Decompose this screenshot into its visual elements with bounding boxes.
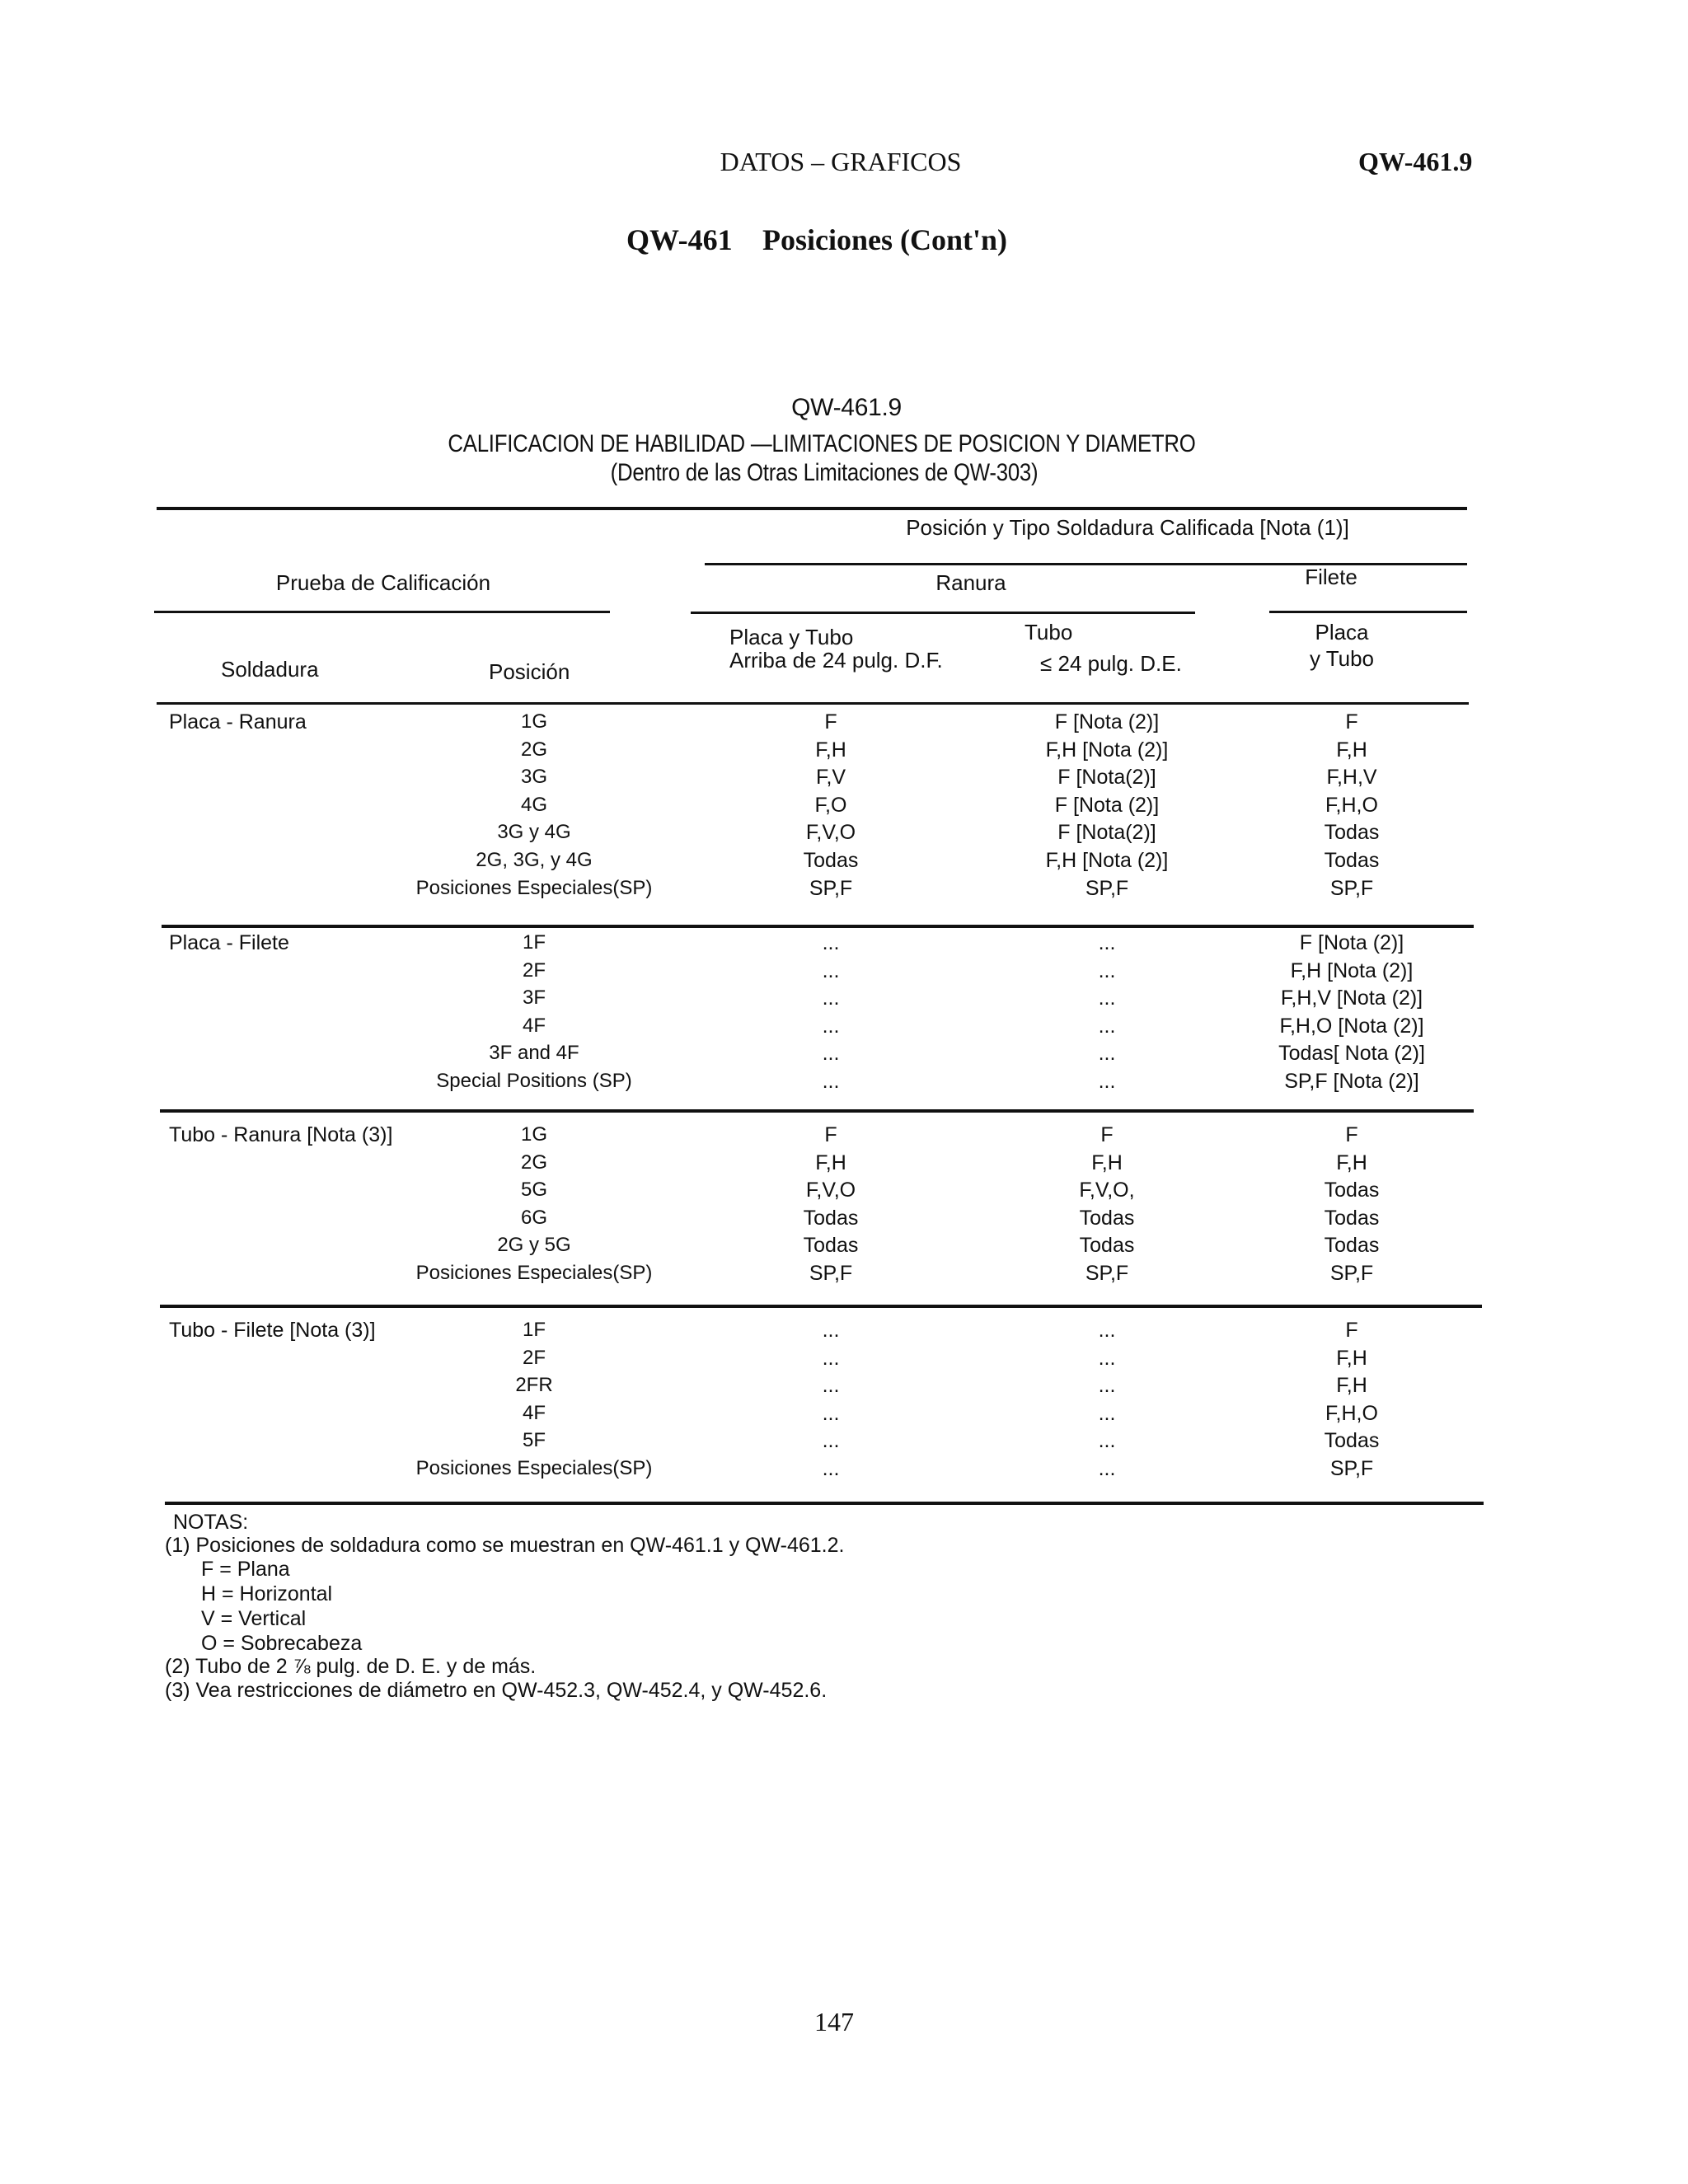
- cell-plate-pipe: ...: [822, 1319, 840, 1342]
- cell-plate-pipe: ...: [822, 1457, 840, 1480]
- cell-pipe: ...: [1098, 1014, 1116, 1038]
- group-label: Tubo - Filete [Nota (3)]: [169, 1319, 376, 1342]
- cell-fillet: Todas: [1324, 1206, 1380, 1230]
- group-label: Placa - Filete: [169, 931, 289, 954]
- cell-plate-pipe: ...: [822, 1374, 840, 1398]
- cell-pipe: ...: [1098, 1374, 1116, 1398]
- section-code: QW-461: [626, 223, 733, 256]
- plate-pipe-header-1: Placa y Tubo: [729, 625, 854, 649]
- group-label: Placa - Ranura: [169, 710, 307, 733]
- note-legend-v: V = Vertical: [201, 1607, 307, 1630]
- note-2: (2) Tubo de 2 ⅞ pulg. de D. E. y de más.: [165, 1655, 537, 1678]
- table-code: QW-461.9: [791, 394, 902, 421]
- cell-fillet: F,H [Nota (2)]: [1290, 958, 1414, 982]
- cell-plate-pipe: F,O: [814, 793, 847, 817]
- group-rule-2: [162, 925, 1474, 928]
- fillet-pp-header-2: y Tubo: [1309, 646, 1375, 671]
- row-position: 5F: [522, 1429, 546, 1452]
- row-position: 2F: [522, 1346, 546, 1369]
- cell-fillet: Todas: [1324, 821, 1380, 845]
- cell-fillet: Todas: [1324, 1179, 1380, 1202]
- cell-pipe: F,H [Nota (2)]: [1045, 849, 1169, 872]
- group-rule-3: [160, 1109, 1474, 1113]
- row-position: 3G: [520, 766, 548, 789]
- cell-plate-pipe: ...: [822, 1346, 840, 1370]
- cell-fillet: Todas: [1324, 1429, 1380, 1453]
- cell-fillet: F,H: [1336, 1346, 1367, 1370]
- cell-plate-pipe: ...: [822, 987, 840, 1010]
- row-position: 2G: [520, 738, 548, 761]
- row-position: 4F: [522, 1014, 546, 1037]
- cell-pipe: ...: [1098, 958, 1116, 982]
- row-position: 1F: [522, 931, 546, 954]
- cell-fillet: F: [1345, 1123, 1358, 1146]
- cell-pipe: Todas: [1079, 1234, 1135, 1258]
- cell-plate-pipe: F,V,O: [805, 1179, 856, 1202]
- cell-plate-pipe: F,V: [815, 766, 846, 790]
- page-number: 147: [814, 2007, 854, 2036]
- cell-fillet: F: [1345, 1319, 1358, 1342]
- fillet-header: Filete: [1305, 565, 1357, 589]
- note-legend-o: O = Sobrecabeza: [201, 1632, 363, 1655]
- row-position: 3G y 4G: [497, 821, 571, 844]
- cell-fillet: Todas[ Nota (2)]: [1278, 1042, 1425, 1066]
- cell-plate-pipe: ...: [822, 1014, 840, 1038]
- group-label: Tubo - Ranura [Nota (3)]: [169, 1123, 393, 1146]
- cell-plate-pipe: ...: [822, 1042, 840, 1066]
- row-position: Posiciones Especiales(SP): [415, 876, 653, 899]
- cell-pipe: F [Nota (2)]: [1054, 793, 1160, 817]
- cell-pipe: F,V,O,: [1079, 1179, 1135, 1202]
- cell-plate-pipe: ...: [822, 958, 840, 982]
- cell-fillet: F,H: [1336, 738, 1367, 762]
- header-bottom-rule: [157, 702, 1469, 705]
- note-legend-h: H = Horizontal: [201, 1582, 333, 1605]
- row-position: Posiciones Especiales(SP): [415, 1457, 653, 1479]
- running-header-title: DATOS – GRAFICOS: [720, 147, 962, 176]
- cell-plate-pipe: F,H: [815, 1151, 846, 1174]
- row-position: 3F: [522, 987, 546, 1010]
- cell-plate-pipe: ...: [822, 1070, 840, 1093]
- cell-fillet: F,H: [1336, 1151, 1367, 1174]
- row-position: 2FR: [515, 1374, 553, 1397]
- row-position: 3F and 4F: [489, 1042, 579, 1065]
- row-position: 4G: [520, 793, 548, 816]
- table-subtitle: (Dentro de las Otras Limitaciones de QW-303): [610, 459, 1039, 486]
- row-position: 2F: [522, 958, 546, 982]
- cell-fillet: F,H,O: [1325, 793, 1378, 817]
- table-top-rule: [157, 507, 1467, 510]
- note-3: (3) Vea restricciones de diámetro en QW-452.3, QW-452.4, y QW-452.6.: [165, 1679, 828, 1702]
- table-title: CALIFICACION DE HABILIDAD —LIMITACIONES DE POSICION Y DIAMETRO: [448, 430, 1196, 457]
- cell-pipe: ...: [1098, 1070, 1116, 1093]
- qualified-header: Posición y Tipo Soldadura Calificada [Nota (1)]: [906, 515, 1349, 540]
- table-bottom-rule: [165, 1502, 1484, 1505]
- cell-fillet: F,H,O [Nota (2)]: [1279, 1014, 1424, 1038]
- cell-pipe: F: [1100, 1123, 1114, 1146]
- cell-plate-pipe: ...: [822, 1429, 840, 1453]
- cell-pipe: F,H [Nota (2)]: [1045, 738, 1169, 762]
- notes-title: NOTAS:: [173, 1511, 249, 1534]
- section-title: Posiciones (Cont'n): [762, 223, 1007, 256]
- cell-pipe: F [Nota(2)]: [1057, 766, 1156, 790]
- cell-fillet: SP,F: [1329, 1262, 1374, 1285]
- cell-fillet: F: [1345, 710, 1358, 733]
- row-position: 6G: [520, 1206, 548, 1229]
- plate-pipe-header-2: Arriba de 24 pulg. D.F.: [729, 648, 943, 673]
- cell-plate-pipe: F,V,O: [805, 821, 856, 845]
- test-rule: [154, 611, 610, 613]
- cell-pipe: ...: [1098, 931, 1116, 954]
- cell-plate-pipe: Todas: [803, 1206, 859, 1230]
- pipe-header-1: Tubo: [1025, 620, 1073, 644]
- groove-rule: [691, 612, 1195, 614]
- cell-pipe: Todas: [1079, 1206, 1135, 1230]
- cell-pipe: ...: [1098, 1319, 1116, 1342]
- cell-plate-pipe: Todas: [803, 849, 859, 872]
- cell-pipe: SP,F: [1085, 876, 1129, 900]
- cell-fillet: Todas: [1324, 1234, 1380, 1258]
- cell-fillet: F [Nota (2)]: [1299, 931, 1404, 954]
- cell-plate-pipe: F,H: [815, 738, 846, 762]
- cell-pipe: ...: [1098, 987, 1116, 1010]
- cell-pipe: SP,F: [1085, 1262, 1129, 1285]
- fillet-pp-header-1: Placa: [1315, 620, 1369, 644]
- cell-pipe: F [Nota (2)]: [1054, 710, 1160, 733]
- group-rule-4: [160, 1305, 1482, 1308]
- cell-pipe: ...: [1098, 1346, 1116, 1370]
- cell-fillet: F,H,V [Nota (2)]: [1280, 987, 1423, 1010]
- row-position: 1F: [522, 1319, 546, 1341]
- cell-plate-pipe: SP,F: [809, 876, 853, 900]
- cell-fillet: SP,F [Nota (2)]: [1284, 1070, 1419, 1093]
- cell-pipe: ...: [1098, 1401, 1116, 1425]
- note-1: (1) Posiciones de soldadura como se muestran en QW-461.1 y QW-461.2.: [165, 1534, 845, 1557]
- cell-plate-pipe: ...: [822, 1401, 840, 1425]
- row-position: 1G: [520, 1123, 548, 1146]
- cell-pipe: F,H: [1091, 1151, 1123, 1174]
- running-header-code: QW-461.9: [1358, 147, 1473, 176]
- cell-plate-pipe: ...: [822, 931, 840, 954]
- cell-fillet: F,H: [1336, 1374, 1367, 1398]
- cell-fillet: SP,F: [1329, 1457, 1374, 1480]
- cell-plate-pipe: F: [824, 1123, 837, 1146]
- row-position: 2G y 5G: [497, 1234, 571, 1257]
- position-header: Posición: [489, 659, 570, 684]
- fillet-rule: [1269, 611, 1467, 613]
- row-position: Posiciones Especiales(SP): [415, 1262, 653, 1284]
- row-position: Special Positions (SP): [436, 1070, 632, 1092]
- cell-pipe: ...: [1098, 1457, 1116, 1480]
- cell-fillet: SP,F: [1329, 876, 1374, 900]
- cell-pipe: ...: [1098, 1429, 1116, 1453]
- cell-fillet: F,H,O: [1325, 1401, 1378, 1425]
- note-legend-f: F = Plana: [201, 1558, 290, 1581]
- pipe-header-2: ≤ 24 pulg. D.E.: [1040, 651, 1182, 676]
- cell-plate-pipe: SP,F: [809, 1262, 853, 1285]
- weld-header: Soldadura: [221, 657, 319, 682]
- cell-plate-pipe: F: [824, 710, 837, 733]
- cell-pipe: F [Nota(2)]: [1057, 821, 1156, 845]
- test-header: Prueba de Calificación: [275, 570, 491, 595]
- row-position: 2G, 3G, y 4G: [476, 849, 593, 871]
- row-position: 1G: [520, 710, 548, 733]
- cell-pipe: ...: [1098, 1042, 1116, 1066]
- cell-fillet: Todas: [1324, 849, 1380, 872]
- cell-fillet: F,H,V: [1326, 766, 1377, 790]
- row-position: 4F: [522, 1401, 546, 1424]
- cell-plate-pipe: Todas: [803, 1234, 859, 1258]
- groove-header: Ranura: [935, 570, 1006, 595]
- row-position: 2G: [520, 1151, 548, 1174]
- row-position: 5G: [520, 1179, 548, 1202]
